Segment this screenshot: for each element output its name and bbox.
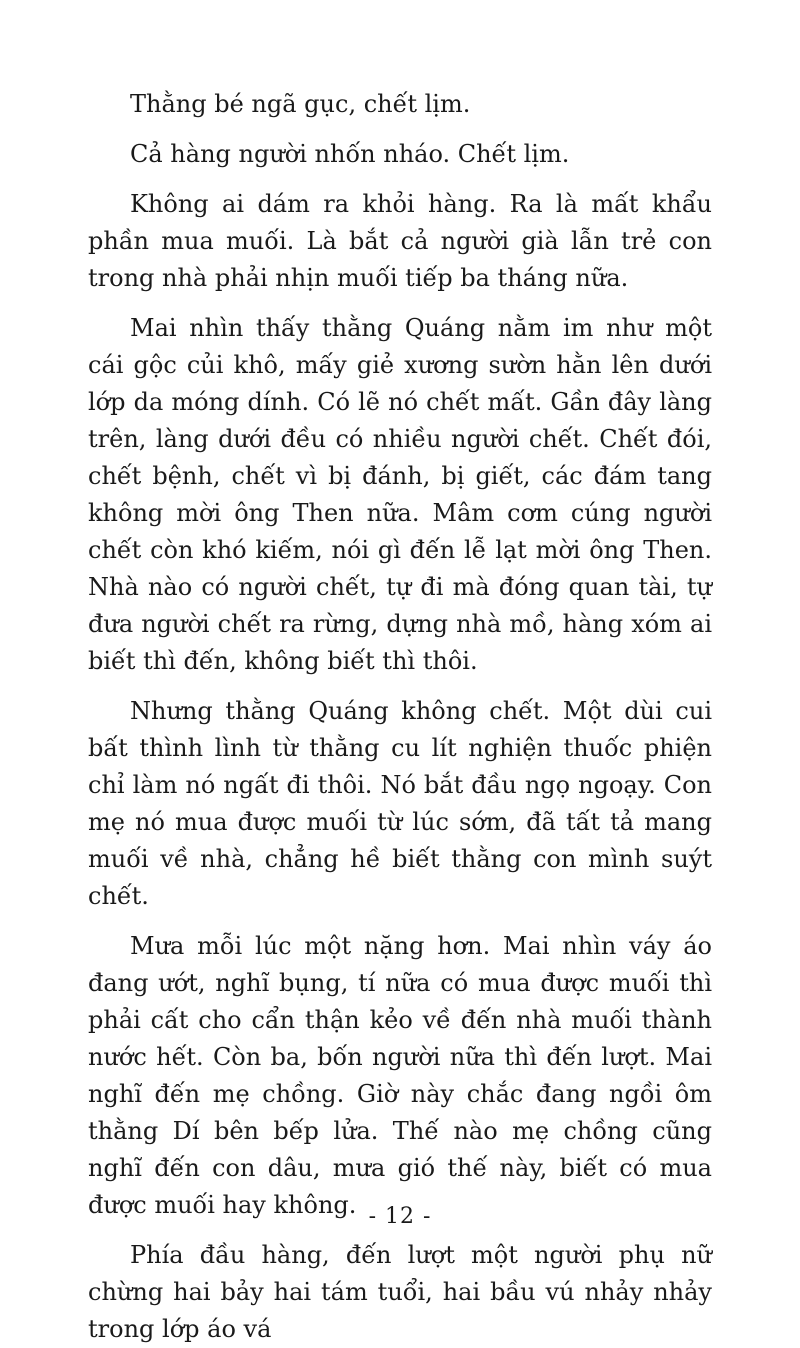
paragraph-4: Mai nhìn thấy thằng Quáng nằm im như một cái gộc củi khô, mấy giẻ xương sườn hằn lên dưới lớp da móng dính. Có lẽ nó chết mất. Gần đây làng trên, làng dưới đều có nhiều người chết. Chết đói, chết bệnh, chết vì bị đánh, bị giết, các đám tang không mời ông Then nữa. Mâm cơm cúng người chết còn khó kiếm, nói gì đến lễ lạt mời ông Then. Nhà nào có người chết, tự đi mà đóng quan tài, tự đưa người chết ra rừng, dựng nhà mồ, hàng xóm ai biết thì đến, không biết thì thôi. [88,314,712,675]
book-page-text [88,86,712,1348]
paragraph-1: Thằng bé ngã gục, chết lịm. [130,90,471,118]
paragraph-5: Nhưng thằng Quáng không chết. Một dùi cui bất thình lình từ thằng cu lít nghiện thuốc phiện chỉ làm nó ngất đi thôi. Nó bắt đầu ngọ ngoạy. Con mẹ nó mua được muối từ lúc sớm, đã tất tả mang muối về nhà, chẳng hề biết thằng con mình suýt chết. [88,697,712,910]
paragraph-2: Cả hàng người nhốn nháo. Chết lịm. [130,140,570,168]
paragraph-3: Không ai dám ra khỏi hàng. Ra là mất khẩu phần mua muối. Là bắt cả người già lẫn trẻ con trong nhà phải nhịn muối tiếp ba tháng nữa. [88,190,712,292]
page-number: - 12 - [368,1204,432,1229]
paragraph-7: Phía đầu hàng, đến lượt một người phụ nữ chừng hai bảy hai tám tuổi, hai bầu vú nhảy nhảy trong lớp áo vá [88,1241,712,1343]
paragraph-6: Mưa mỗi lúc một nặng hơn. Mai nhìn váy áo đang ướt, nghĩ bụng, tí nữa có mua được muối thì phải cất cho cẩn thận kẻo về đến nhà muối thành nước hết. Còn ba, bốn người nữa thì đến lượt. Mai nghĩ đến mẹ chồng. Giờ này chắc đang ngồi ôm thằng Dí bên bếp lửa. Thế nào mẹ chồng cũng nghĩ đến con dâu, mưa gió thế này, biết có mua được muối hay không. [88,932,712,1219]
